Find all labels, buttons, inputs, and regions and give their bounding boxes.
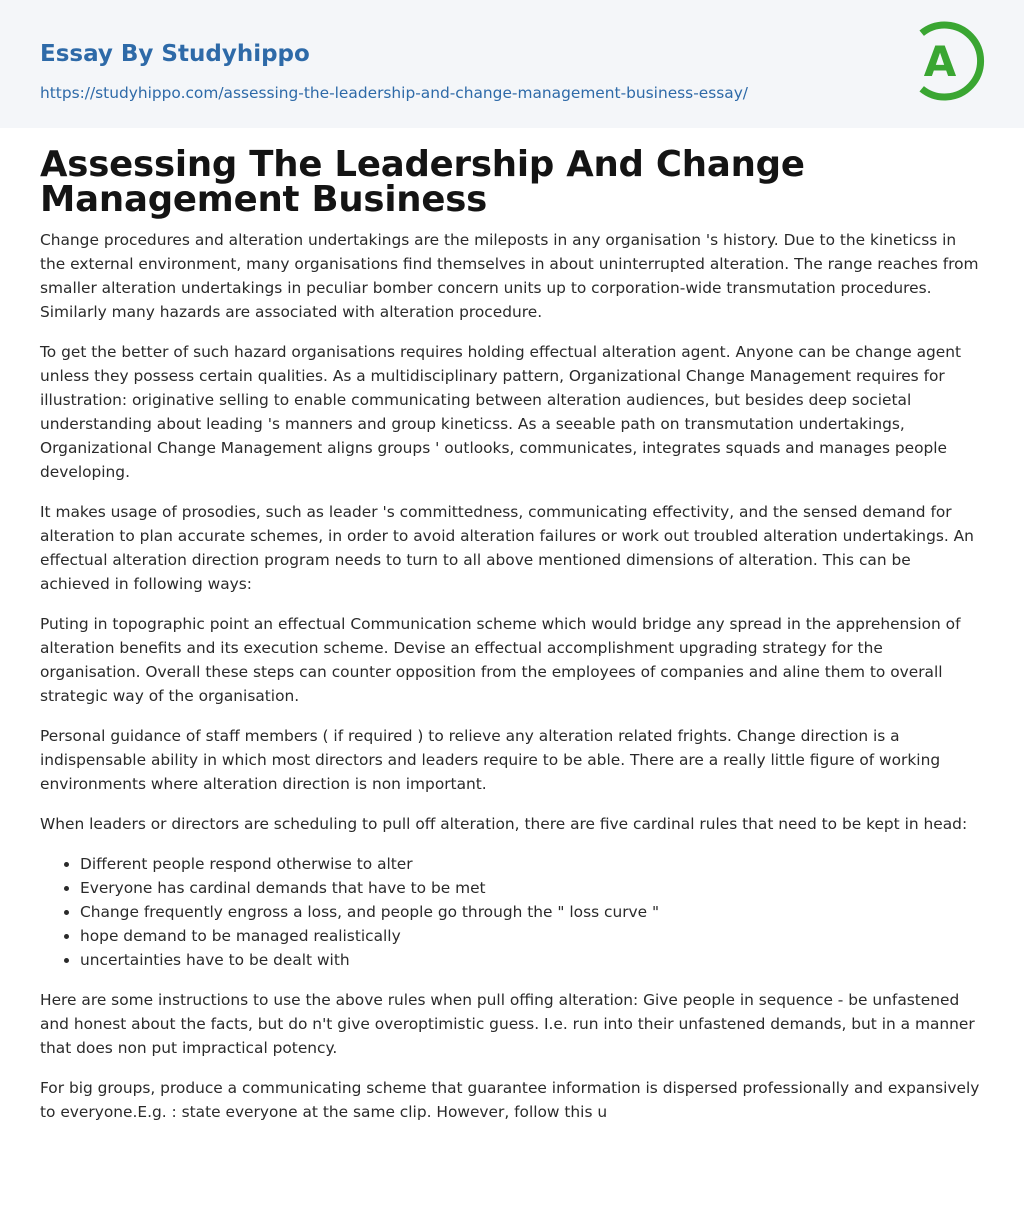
paragraph: For big groups, produce a communicating scheme that guarantee information is dispersed professionally and expansively to everyone.E.g. : state everyone at the same clip. However, follow this u [40, 1079, 980, 1121]
logo-letter: A [923, 37, 957, 86]
article-title: Assessing The Leadership And Change Management Business [40, 144, 805, 220]
list-item: • Everyone has cardinal demands that have to be met [80, 876, 984, 900]
paragraph: Puting in topographic point an effectual Communication scheme which would bridge any spread in the apprehension of alteration benefits and its execution scheme. Devise an effectual accomplishment upgrading strategy for the organisation. Overall these steps can counter opposition from the employees of companies and aline them to overall strategic way of the organisation. [40, 615, 961, 705]
site-brand[interactable]: Essay By Studyhippo [40, 41, 310, 67]
studyhippo-logo-icon[interactable] [910, 16, 988, 106]
paragraph: Here are some instructions to use the above rules when pull offing alteration: Give people in sequence - be unfastened and honest about the facts, but do n't give overoptimistic guess. I.e. run into their unfastened demands, but in a manner that does non put impractical potency. [40, 991, 975, 1057]
list-item: • uncertainties have to be dealt with [80, 948, 984, 972]
article-body [40, 228, 984, 1124]
paragraph: Personal guidance of staff members ( if required ) to relieve any alteration related frights. Change direction is a indispensable ability in which most directors and leaders require to be able. There are a really little figure of working environments where alteration direction is non important. [40, 727, 941, 793]
article-url-link[interactable]: https://studyhippo.com/assessing-the-leadership-and-change-management-business-essay/ [40, 84, 748, 102]
site-header [0, 0, 1024, 128]
paragraph: Change procedures and alteration undertakings are the mileposts in any organisation 's history. Due to the kineticss in the external environment, many organisations find themselves in about uninterrupted alteration. The range reaches from smaller alteration undertakings in peculiar bomber concern units up to corporation-wide transmutation procedures. Similarly many hazards are associated with alteration procedure. [40, 231, 979, 321]
paragraph: It makes usage of prosodies, such as leader 's committedness, communicating effectivity, and the sensed demand for alteration to plan accurate schemes, in order to avoid alteration failures or work out troubled alteration undertakings. An effectual alteration direction program needs to turn to all above mentioned dimensions of alteration. This can be achieved in following ways: [40, 503, 974, 593]
paragraph: When leaders or directors are scheduling to pull off alteration, there are five cardinal rules that need to be kept in head: [40, 815, 968, 833]
paragraph: To get the better of such hazard organisations requires holding effectual alteration agent. Anyone can be change agent unless they possess certain qualities. As a multidisciplinary pattern, Organizational Change Management requires for illustration: originative selling to enable communicating between alteration audiences, but besides deep societal understanding about leading 's manners and group kineticss. As a seeable path on transmutation undertakings, Organizational Change Management aligns groups ' outlooks, communicates, integrates squads and manages people developing. [40, 343, 962, 481]
list-item: • Change frequently engross a loss, and people go through the " loss curve " [80, 900, 984, 924]
rules-list [40, 852, 984, 972]
article [0, 128, 1024, 1124]
list-item: • Different people respond otherwise to alter [80, 852, 984, 876]
list-item: • hope demand to be managed realistically [80, 924, 984, 948]
